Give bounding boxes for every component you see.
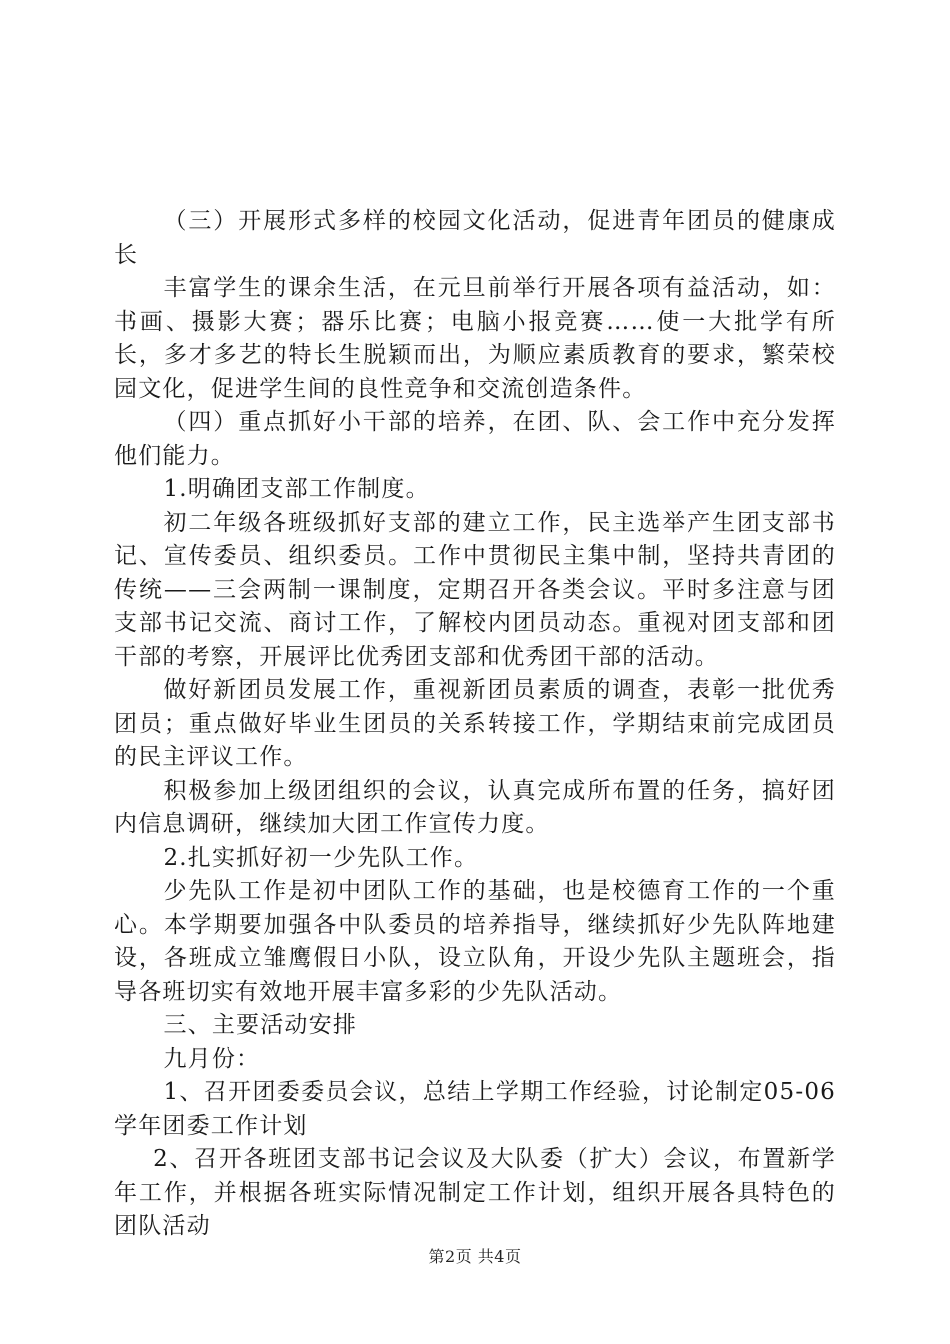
activity-item-2: 2、召开各班团支部书记会议及大队委（扩大）会议，布置新学年工作，并根据各班实际情况制定工作计划，组织开展各具特色的团队活动: [114, 1146, 836, 1239]
page-number-footer: 第2页 共4页: [428, 1247, 522, 1266]
body-paragraph: 少先队工作是初中团队工作的基础，也是校德育工作的一个重心。本学期要加强各中队委员的培养指导，继续抓好少先队阵地建设，各班成立雏鹰假日小队，设立队角，开设少先队主题班会，指导各班切实有效地开展丰富多彩的少先队活动。: [114, 878, 836, 1005]
body-paragraph: 初二年级各班级抓好支部的建立工作，民主选举产生团支部书记、宣传委员、组织委员。工作中贯彻民主集中制，坚持共青团的传统——三会两制一课制度，定期召开各类会议。平时多注意与团支部书记交流、商讨工作，了解校内团员动态。重视对团支部和团干部的考察，开展评比优秀团支部和优秀团干部的活动。: [114, 509, 836, 670]
document-body: [114, 205, 836, 1244]
body-paragraph: 丰富学生的课余生活，在元旦前举行开展各项有益活动，如：书画、摄影大赛；器乐比赛；电脑小报竞赛……使一大批学有所长，多才多艺的特长生脱颖而出，为顺应素质教育的要求，繁荣校园文化，促进学生间的良性竞争和交流创造条件。: [114, 275, 836, 402]
body-paragraph: 积极参加上级团组织的会议，认真完成所布置的任务，搞好团内信息调研，继续加大团工作宣传力度。: [114, 777, 836, 837]
body-paragraph: 做好新团员发展工作，重视新团员素质的调查，表彰一批优秀团员；重点做好毕业生团员的关系转接工作，学期结束前完成团员的民主评议工作。: [114, 677, 836, 770]
section-heading-4: （四）重点抓好小干部的培养，在团、队、会工作中充分发挥他们能力。: [114, 409, 836, 469]
section-heading-main-activities: 三、主要活动安排: [163, 1012, 358, 1038]
month-label-september: 九月份：: [163, 1045, 261, 1072]
section-heading-3: （三）开展形式多样的校园文化活动，促进青年团员的健康成长: [114, 208, 836, 268]
subheading-1: 1.明确团支部工作制度。: [163, 476, 430, 502]
subheading-2: 2.扎实抓好初一少先队工作。: [163, 844, 479, 871]
activity-item-1: 1、召开团委委员会议，总结上学期工作经验，讨论制定05-06学年团委工作计划: [114, 1079, 836, 1139]
